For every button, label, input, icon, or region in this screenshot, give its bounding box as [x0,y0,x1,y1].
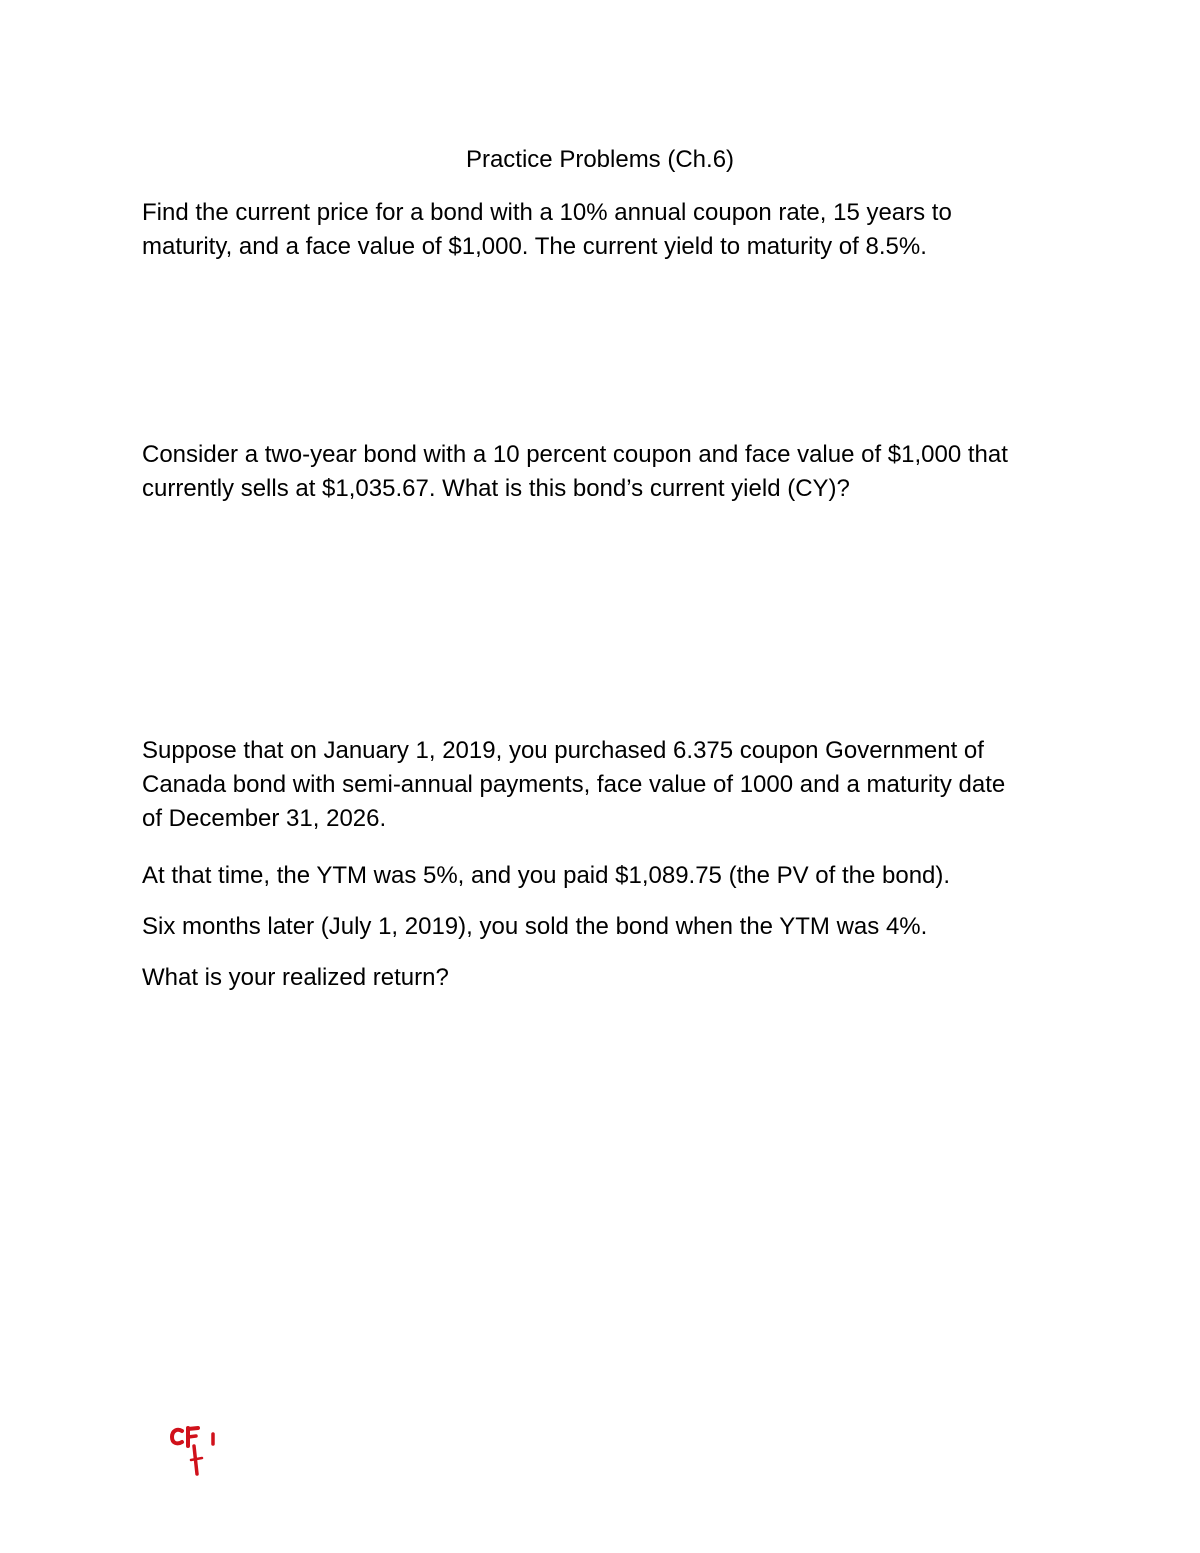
problem-3-detail-1 [142,859,1072,893]
problem-3-question-text: What is your realized return? [142,964,449,991]
problem-2-text [142,438,1072,506]
problem-3-intro-line-1: Suppose that on January 1, 2019, you purchased 6.375 coupon Government of [142,737,984,764]
cfi-logo-svg [168,1422,220,1478]
problem-1-text [142,196,1072,264]
cfi-logo-mark-icon [168,1422,220,1478]
problem-3-intro [142,734,1072,836]
problem-3-question [142,961,1072,995]
problem-3-detail-2 [142,910,1072,944]
problem-3-detail-2-text: Six months later (July 1, 2019), you sold the bond when the YTM was 4%. [142,913,928,940]
problem-2-line-2: currently sells at $1,035.67. What is this bond’s current yield (CY)? [142,475,850,502]
problem-1-line-2: maturity, and a face value of $1,000. The current yield to maturity of 8.5%. [142,233,927,260]
problem-2-line-1: Consider a two-year bond with a 10 percent coupon and face value of $1,000 that [142,441,1008,468]
page-title: Practice Problems (Ch.6) [465,146,735,173]
problem-3-intro-line-2: Canada bond with semi-annual payments, face value of 1000 and a maturity date [142,771,1006,798]
problem-3-detail-1-text: At that time, the YTM was 5%, and you paid $1,089.75 (the PV of the bond). [142,862,951,889]
problem-1-line-1: Find the current price for a bond with a 10% annual coupon rate, 15 years to [142,199,952,226]
problem-3-intro-line-3: of December 31, 2026. [142,805,387,832]
